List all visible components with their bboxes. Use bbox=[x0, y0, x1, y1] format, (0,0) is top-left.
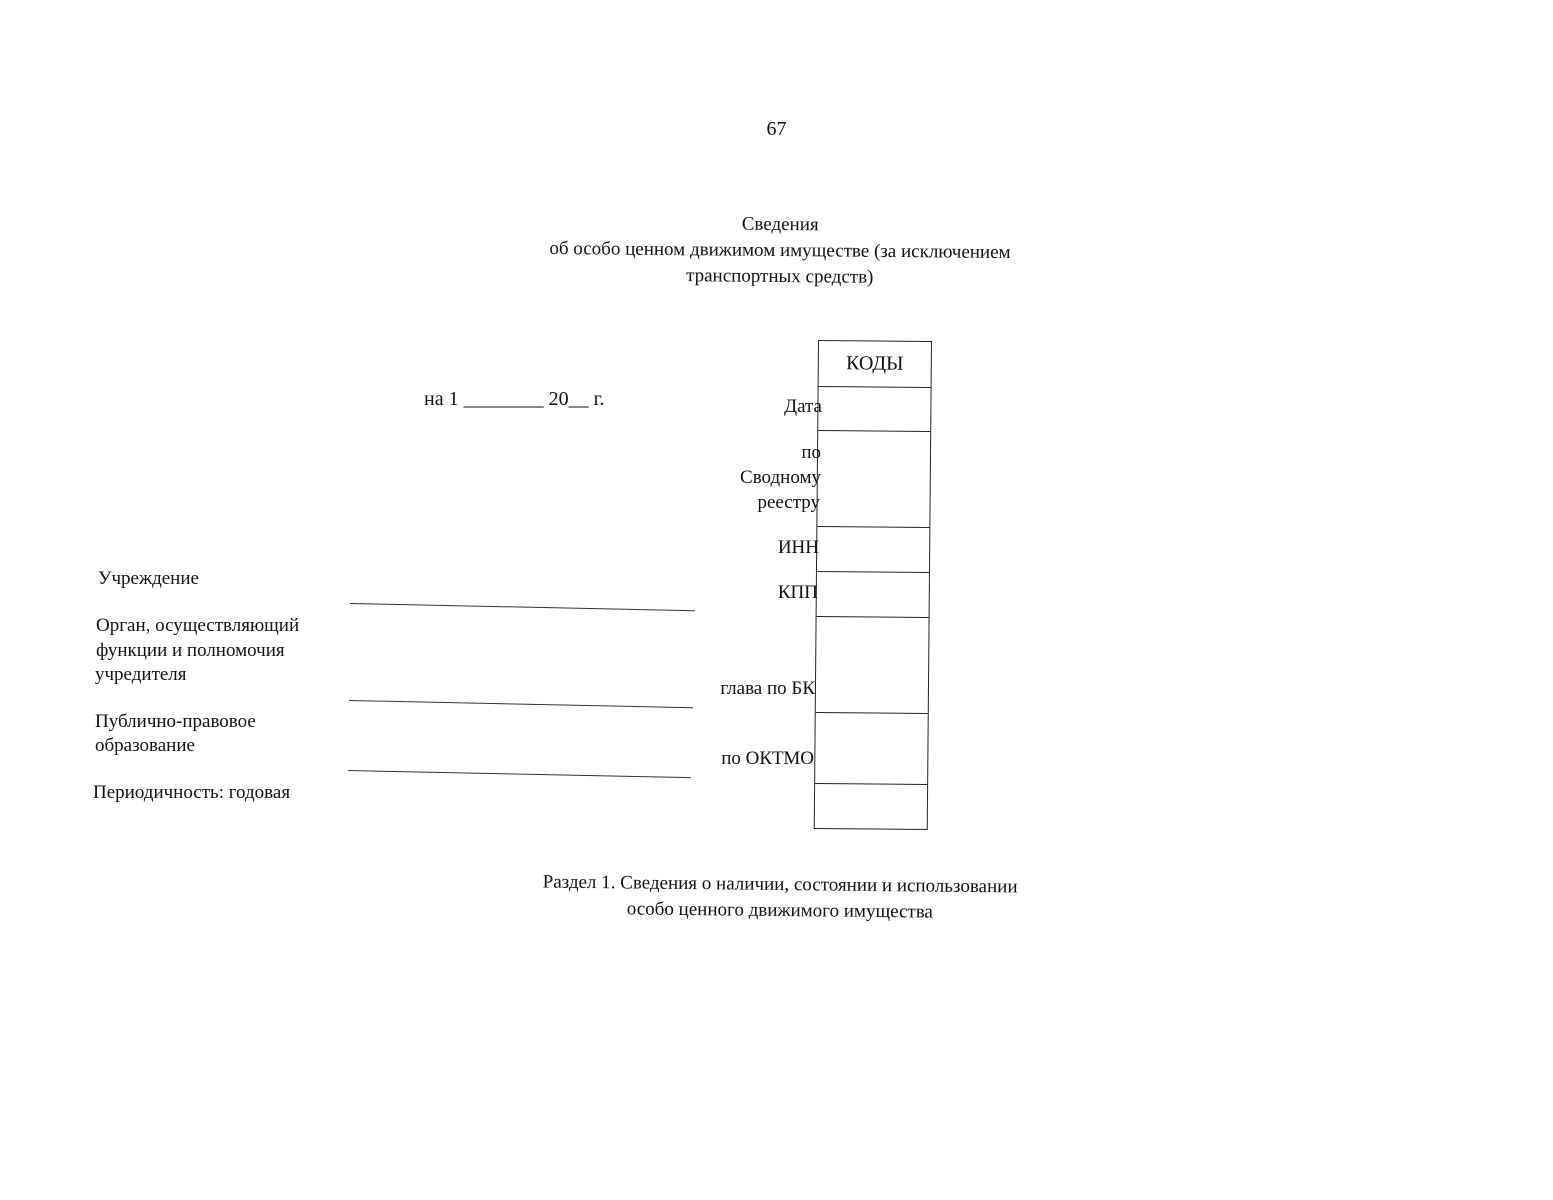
title-line-2: об особо ценном движимом имуществе (за исключением bbox=[549, 237, 1011, 264]
code-cell-chapter-bk[interactable] bbox=[816, 617, 929, 714]
label-public-entity-2: образование bbox=[95, 735, 195, 756]
code-label-registry-2: Сводному bbox=[740, 467, 821, 488]
label-periodicity: Периодичность: годовая bbox=[93, 782, 291, 803]
title-line-3: транспортных средств) bbox=[686, 265, 874, 288]
section-title-line-1: Раздел 1. Сведения о наличии, состоянии и использовании bbox=[542, 871, 1018, 898]
label-institution: Учреждение bbox=[98, 568, 199, 589]
report-date-line: на 1 ________ 20__ г. bbox=[424, 388, 605, 410]
code-label-chapter-bk: глава по БК bbox=[720, 678, 815, 699]
institution-fill-line[interactable] bbox=[350, 603, 695, 611]
public-entity-fill-line[interactable] bbox=[348, 770, 691, 778]
code-cell-oktmo[interactable] bbox=[815, 713, 928, 785]
code-cell-registry[interactable] bbox=[817, 431, 930, 528]
label-public-entity-1: Публично-правовое bbox=[95, 711, 256, 732]
code-cell-extra[interactable] bbox=[815, 784, 927, 829]
label-founder-3: учредителя bbox=[95, 664, 187, 685]
code-cell-date[interactable] bbox=[818, 387, 930, 432]
title-line-1: Сведения bbox=[741, 213, 819, 236]
section-title-line-2: особо ценного движимого имущества bbox=[626, 898, 934, 923]
document-title bbox=[470, 209, 1091, 292]
codes-table bbox=[814, 340, 932, 830]
code-label-kpp: КПП bbox=[777, 582, 818, 603]
founder-fill-line[interactable] bbox=[349, 700, 693, 708]
code-label-oktmo: по ОКТМО bbox=[721, 748, 814, 769]
code-label-date: Дата bbox=[784, 396, 822, 417]
section-title bbox=[470, 869, 1091, 927]
code-label-registry-1: по bbox=[801, 442, 821, 463]
label-founder-2: функции и полномочия bbox=[96, 640, 285, 661]
code-cell-inn[interactable] bbox=[817, 527, 929, 573]
codes-header: КОДЫ bbox=[819, 341, 931, 388]
label-founder-1: Орган, осуществляющий bbox=[96, 615, 300, 636]
code-cell-kpp[interactable] bbox=[817, 572, 929, 618]
page-number: 67 bbox=[766, 118, 787, 140]
code-label-registry-3: реестру bbox=[757, 492, 820, 513]
code-label-inn: ИНН bbox=[777, 537, 819, 558]
